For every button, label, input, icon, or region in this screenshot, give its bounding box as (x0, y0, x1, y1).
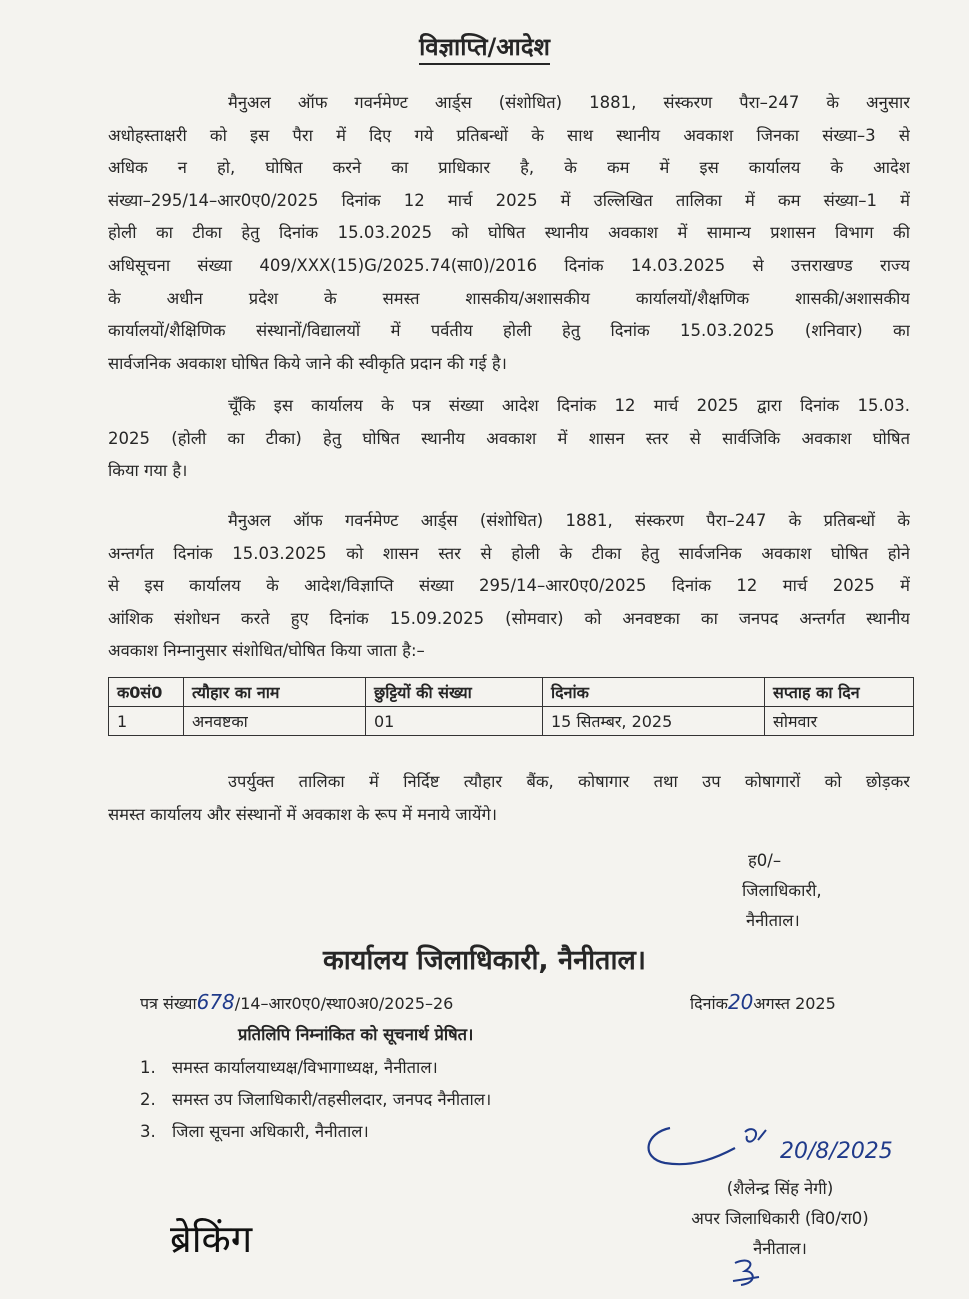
list-item-number: 1. (140, 1058, 156, 1077)
header-date: दिनांक (543, 678, 765, 707)
document-title: विज्ञाप्ति/आदेश (0, 30, 969, 63)
list-item (140, 1116, 491, 1148)
paragraph-line: आंशिक संशोधन करते हुए दिनांक 15.09.2025 (सोमवार) को अनवष्टका का जनपद अन्तर्गत स्थानीय (108, 608, 910, 628)
breaking-label: ब्रेकिंग (170, 1217, 253, 1261)
paragraph-line: अधिक न हो, घोषित करने का प्राधिकार है, के कम में इस कार्यालय के आदेश (108, 158, 910, 178)
copy-heading: प्रतिलिपि निम्नांकित को सूचनार्थ प्रेषित। (238, 1025, 474, 1044)
letter-number: पत्र संख्या678/14–आर0ए0/स्था0अ0/2025–26 (140, 990, 454, 1014)
office-heading: कार्यालय जिलाधिकारी, नैनीताल। (323, 945, 646, 976)
initial-mark (727, 1255, 767, 1289)
paragraph-line: समस्त कार्यालय और संस्थानों में अवकाश के रूप में मनाये जायेंगे। (108, 804, 497, 824)
cell-leave-count: 01 (366, 707, 543, 736)
paragraph-line: अन्तर्गत दिनांक 15.03.2025 को शासन स्तर से होली के टीका हेतु सार्वजनिक अवकाश घोषित होने (108, 543, 910, 563)
header-serial: क0सं0 (109, 678, 184, 707)
list-item-text: समस्त उप जिलाधिकारी/तहसीलदार, जनपद नैनीताल। (172, 1090, 492, 1109)
list-item-number: 3. (140, 1122, 156, 1141)
paragraph-1 (108, 87, 910, 380)
paragraph-line: मैनुअल ऑफ गवर्नमेण्ट आर्ड्स (संशोधित) 1881, संस्करण पैरा–247 के प्रतिबन्धों के (228, 511, 910, 530)
header-festival-name: त्यौहार का नाम (184, 678, 366, 707)
table-row (109, 707, 914, 736)
paragraph-line: सार्वजनिक अवकाश घोषित किये जाने की स्वीकृति प्रदान की गई है। (108, 353, 507, 373)
letter-date: दिनांक20अगस्त 2025 (690, 990, 836, 1014)
paragraph-line: अधोहस्ताक्षरी को इस पैरा में दिए गये प्रतिबन्धों के साथ स्थानीय अवकाश जिनका संख्या–3 से (108, 125, 910, 145)
officer-block: (शैलेन्द्र सिंह नेगी) अपर जिलाधिकारी (वि0/रा0) नैनीताल। (691, 1179, 869, 1258)
paragraph-2 (108, 390, 910, 488)
header-leave-count: छुट्टियों की संख्या (366, 678, 543, 707)
handwritten-date: 20/8/2025 (780, 1139, 893, 1164)
cell-weekday: सोमवार (765, 707, 914, 736)
paragraph-line: के अधीन प्रदेश के समस्त शासकीय/अशासकीय कार्यालयों/शैक्षणिक शासकी/अशासकीय (108, 288, 910, 308)
list-item-text: जिला सूचना अधिकारी, नैनीताल। (172, 1122, 369, 1141)
paragraph-4 (108, 766, 910, 831)
paragraph-line: होली का टीका हेतु दिनांक 15.03.2025 को घोषित स्थानीय अवकाश में सामान्य प्रशासन विभाग की (108, 223, 910, 243)
cell-date: 15 सितम्बर, 2025 (543, 707, 765, 736)
cell-serial: 1 (109, 707, 184, 736)
list-item (140, 1052, 491, 1084)
header-weekday: सप्ताह का दिन (765, 678, 914, 707)
copy-list (140, 1052, 491, 1148)
list-item-number: 2. (140, 1090, 156, 1109)
paragraph-line: 2025 (होली का टीका) हेतु घोषित स्थानीय अवकाश में शासन स्तर से सार्वजिकि अवकाश घोषित (108, 428, 910, 448)
paragraph-line: अवकाश निम्नानुसार संशोधित/घोषित किया जाता है:– (108, 641, 425, 661)
paragraph-line: उपर्युक्त तालिका में निर्दिष्ट त्यौहार बैंक, कोषागार तथा उप कोषागारों को छोड़कर (228, 772, 910, 791)
paragraph-line: मैनुअल ऑफ गवर्नमेण्ट आर्ड्स (संशोधित) 1881, संस्करण पैरा–247 के अनुसार (228, 93, 910, 112)
paragraph-line: संख्या–295/14–आर0ए0/2025 दिनांक 12 मार्च 2025 में उल्लिखित तालिका में कम संख्या–1 में (108, 190, 910, 210)
holiday-table (108, 677, 914, 736)
paragraph-line: किया गया है। (108, 461, 188, 481)
cell-festival-name: अनवष्टका (184, 707, 366, 736)
signature-block: ह0/– जिलाधिकारी, नैनीताल। (742, 851, 822, 930)
paragraph-line: अधिसूचना संख्या 409/XXX(15)G/2025.74(सा0)/2016 दिनांक 14.03.2025 से उत्तराखण्ड राज्य (108, 255, 910, 275)
paragraph-line: से इस कार्यालय के आदेश/विज्ञाप्ति संख्या 295/14–आर0ए0/2025 दिनांक 12 मार्च 2025 में (108, 576, 910, 596)
paragraph-line: चूँकि इस कार्यालय के पत्र संख्या आदेश दिनांक 12 मार्च 2025 द्वारा दिनांक 15.03. (228, 396, 910, 415)
table-header-row (109, 678, 914, 707)
handwritten-signature (640, 1118, 969, 1180)
list-item (140, 1084, 491, 1116)
paragraph-3 (108, 505, 910, 668)
paragraph-line: कार्यालयों/शैक्षिणिक संस्थानों/विद्यालयों में पर्वतीय होली हेतु दिनांक 15.03.2025 (शनिवार) का (108, 321, 910, 341)
list-item-text: समस्त कार्यालयाध्यक्ष/विभागाध्यक्ष, नैनीताल। (172, 1058, 438, 1077)
